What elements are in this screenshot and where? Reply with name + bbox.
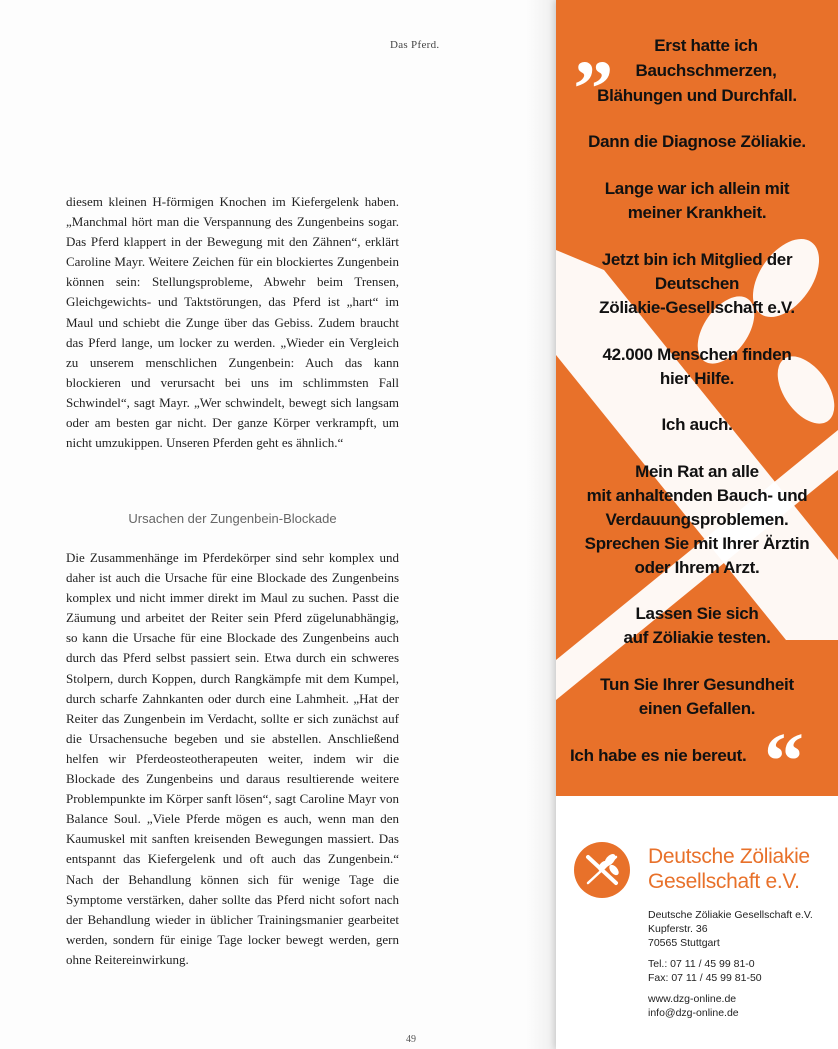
- page-number: 49: [406, 1034, 416, 1045]
- org-name-line-1: Deutsche Zöliakie: [648, 845, 810, 868]
- address-line: 70565 Stuttgart: [648, 937, 720, 949]
- ad-line: hier Hilfe.: [659, 369, 735, 388]
- ad-line: Blähungen und Durchfall.: [597, 86, 797, 105]
- ad-line: Lassen Sie sich: [635, 604, 759, 623]
- ad-line: oder Ihrem Arzt.: [634, 558, 760, 577]
- ad-line: mit anhaltenden Bauch- und: [586, 486, 808, 505]
- address-line: Deutsche Zöliakie Gesellschaft e.V.: [648, 909, 813, 921]
- ad-line: Erst hatte ich: [654, 36, 758, 55]
- ad-line: Dann die Diagnose Zöliakie.: [588, 132, 806, 151]
- advertisement: [556, 0, 838, 1049]
- article-paragraph-2: Die Zusammenhänge im Pferdekörper sind sehr komplex und daher ist auch die Ursache für eine Blockade des Zungenbeins komplex und nicht immer direkt im Maul zu suchen. Passt die Zäumung und arbeitet der Reiter sein Pferd zügelunabhängig, so kann die Ursache für eine Blockade des Zungenbeins auch durch das Pferd selbst passiert sein. Etwa durch ein schweres Stolpern, durch Koppen, durch Rangkämpfe mit dem Kumpel, durch scharfe Zahnkanten oder durch eine Lahmheit. „Hat der Reiter das Zungenbein im Verdacht, sollte er sich zunächst auf die Ursachensuche begeben und sie abstellen. Anschließend helfen wir Pferdeosteotherapeuten weiter, indem wir die Blockade des Zungenbeins und daraus resultierende weitere Problempunkte im Körper sanft lösen“, sagt Caroline Mayr von Balance Soul. „Viele Pferde mögen es auch, wenn man den Kaumuskel mit sanften kreisenden Bewegungen massiert. Das entspannt das Kiefergelenk und oft auch das Zungenbein.“ Nach der Behandlung können sich für wenige Tage die Symptome verstärken, daher sollte das Pferd nicht sofort nach der Behandlung wieder in üblicher Trainingsmanier gearbeitet werden, sondern für einige Tage locker bewegt werden, gern ohne Reitereinwirkung.: [66, 550, 399, 967]
- phone-number: Tel.: 07 11 / 45 99 81-0: [648, 958, 755, 970]
- address-line: Kupferstr. 36: [648, 923, 708, 935]
- ad-quote-panel: [556, 0, 838, 796]
- ad-line: Sprechen Sie mit Ihrer Ärztin: [584, 534, 810, 553]
- fax-number: Fax: 07 11 / 45 99 81-50: [648, 972, 762, 984]
- ad-line: Mein Rat an alle: [635, 462, 759, 481]
- ad-line: Deutschen: [654, 274, 740, 293]
- ad-line: Jetzt bin ich Mitglied der: [601, 250, 793, 269]
- ad-line: auf Zöliakie testen.: [623, 628, 771, 647]
- org-name: [648, 844, 810, 894]
- ad-line: Tun Sie Ihrer Gesundheit: [600, 675, 794, 694]
- ad-line: Lange war ich allein mit: [604, 179, 790, 198]
- page-gutter-shadow: [526, 0, 556, 1049]
- ad-line: einen Gefallen.: [638, 699, 756, 718]
- quote-close-mark: “: [764, 718, 804, 796]
- article-subheading: Ursachen der Zungenbein-Blockade: [128, 511, 337, 526]
- email-link[interactable]: info@dzg-online.de: [648, 1007, 739, 1019]
- ad-line: Bauchschmerzen,: [635, 61, 777, 80]
- ad-line: Ich habe es nie bereut.: [570, 746, 747, 765]
- running-head: Das Pferd.: [390, 39, 440, 51]
- quote-open-mark: „: [574, 4, 614, 92]
- dzg-logo-icon: [574, 842, 630, 898]
- ad-line: Verdauungsproblemen.: [605, 510, 789, 529]
- ad-line: meiner Krankheit.: [627, 203, 767, 222]
- article-paragraph-1: diesem kleinen H-förmigen Knochen im Kiefergelenk haben. „Manchmal hört man die Verspannung des Zungenbeins sogar. Das Pferd klappert in der Bewegung mit den Zähnen“, erklärt Caroline Mayr. Weitere Zeichen für ein blockiertes Zungenbein können sein: Stellungsprobleme, Abwehr beim Trensen, Gleichgewichts- und Taktstörungen, das Pferd ist „hart“ im Maul und schiebt die Zunge über das Gebiss. Zudem braucht das Pferd lange, um locker zu werden. „Wieder ein Vergleich zu unserem menschlichen Zungenbein: Auch das kann blockieren und verursacht bei uns im schlimmsten Fall Schwindel“, sagt Mayr. „Wer schwindelt, bewegt sich langsam oder am besten gar nicht. Der ganze Körper verkrampft, um nicht umzukippen. Unseren Pferden geht es ähnlich.“: [66, 194, 399, 451]
- website-link[interactable]: www.dzg-online.de: [648, 993, 737, 1005]
- ad-line: 42.000 Menschen finden: [602, 345, 792, 364]
- ad-line: Ich auch.: [661, 415, 733, 434]
- ad-line: Zöliakie-Gesellschaft e.V.: [599, 298, 795, 317]
- org-name-line-2: Gesellschaft e.V.: [648, 870, 800, 893]
